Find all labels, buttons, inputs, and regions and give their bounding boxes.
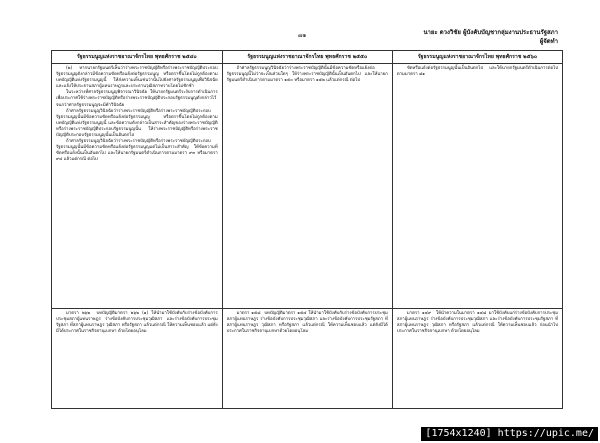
paragraph: ถ้าศาลรัฐธรรมนูญวินิจฉัยว่าร่างพระราชบัญญัตินั้นมีข้อความขัดหรือแย้งต่อรัฐธรรมนูญนี้ไม่ว่าจะเป็นส่วนใดๆ ให้ร่างพระราชบัญญัตินั้นเป็นอันตกไป และให้นายกรัฐมนตรีดำเนินการตามมาตรา ๑๕๐ หรือมาตรา ๑๕๒ แล้วแต่กรณี ต่อไป (226, 66, 388, 84)
paragraph: มาตรา ๑๕๘ บทบัญญัติมาตรา ๑๕๔ ให้นำมาใช้บังคับกับร่างข้อบังคับการประชุมสภาผู้แทนราษฎร ร่างข้อบังคับการประชุมวุฒิสภา และร่างข้อบังคับการประชุมรัฐสภา ที่สภาผู้แทนราษฎร วุฒิสภา หรือรัฐสภา แล้วแต่กรณี ให้ความเห็นชอบแล้ว แต่ยังมิได้ประกาศในราชกิจจานุเบกษาด้วยโดยอนุโลม (226, 311, 388, 335)
table-row (52, 309, 563, 409)
table-cell-2560 (392, 309, 562, 409)
table-cell-2540 (52, 64, 223, 309)
paragraph: ในระหว่างที่ศาลรัฐธรรมนูญพิจารณาวินิจฉัย ให้นายกรัฐมนตรีระงับการดำเนินการเพื่อประกาศใช้ร่างพระราชบัญญัติหรือร่างพระราชบัญญัติประกอบรัฐธรรมนูญดังกล่าวไว้จนกว่าศาลรัฐธรรมนูญจะมีคำวินิจฉัย (56, 90, 218, 108)
comparison-table (51, 50, 563, 409)
column-header-2560: รัฐธรรมนูญแห่งราชอาณาจักรไทย พุทธศักราช ๒๕๖๐ (392, 51, 562, 64)
author-credit (423, 28, 558, 46)
table-cell-2550 (222, 309, 392, 409)
paragraph: มาตรา ๑๔๙ ให้นำความในมาตรา ๑๔๘ มาใช้บังคับแก่ร่างข้อบังคับการประชุมสภาผู้แทนราษฎร ร่างข้อบังคับการประชุมวุฒิสภา และร่างข้อบังคับการประชุมรัฐสภา ที่สภาผู้แทนราษฎร วุฒิสภา หรือรัฐสภา แล้วแต่กรณี ให้ความเห็นชอบแล้ว ก่อนนำไปประกาศในราชกิจจานุเบกษา ด้วยโดยอนุโลม (396, 311, 558, 335)
page-number: ๗๑ (298, 32, 307, 39)
paragraph: (๒) หากนายกรัฐมนตรีเห็นว่าร่างพระราชบัญญัติหรือร่างพระราชบัญญัติประกอบรัฐธรรมนูญดังกล่าวมีข้อความขัดหรือแย้งต่อรัฐธรรมนูญ หรือตราขึ้นโดยไม่ถูกต้องตามบทบัญญัติแห่งรัฐธรรมนูญนี้ ให้ส่งความเห็นเช่นว่านั้นไปยังศาลรัฐธรรมนูญเพื่อวินิจฉัย และแจ้งให้ประธานสภาผู้แทนราษฎรและประธานวุฒิสภาทราบโดยไม่ชักช้า (56, 66, 220, 90)
column-header-2540: รัฐธรรมนูญแห่งราชอาณาจักรไทย พุทธศักราช ๒๕๔๐ (52, 51, 223, 64)
paragraph: ถ้าศาลรัฐธรรมนูญวินิจฉัยว่าร่างพระราชบัญญัติหรือร่างพระราชบัญญัติประกอบรัฐธรรมนูญนั้นมีข้อความขัดหรือแย้งต่อรัฐธรรมนูญแต่ไม่เป็นสาระสำคัญ ให้ข้อความที่ขัดหรือแย้งนั้นเป็นอันตกไป และให้นายกรัฐมนตรีดำเนินการตามมาตรา ๙๓ หรือมาตรา ๙๔ แล้วแต่กรณี ต่อไป (56, 139, 220, 163)
table-cell-2540 (52, 309, 223, 409)
column-header-2550: รัฐธรรมนูญแห่งราชอาณาจักรไทย พุทธศักราช ๒๕๕๐ (222, 51, 392, 64)
table-row (52, 64, 563, 309)
author-role: ผู้จัดทำ (539, 38, 558, 45)
table-header-row (52, 51, 563, 64)
author-name: นายะ ดวงวิชัย ผู้บังคับบัญชากลุ่มงานประธานรัฐสภา (423, 29, 558, 36)
paragraph: มาตรา ๒๖๒ บทบัญญัติมาตรา ๒๖๒ (๑) ให้นำมาใช้บังคับกับร่างข้อบังคับการประชุมสภาผู้แทนราษฎร ร่างข้อบังคับการประชุมวุฒิสภา และร่างข้อบังคับการประชุมรัฐสภา ที่สภาผู้แทนราษฎร วุฒิสภา หรือรัฐสภา แล้วแต่กรณี ให้ความเห็นชอบแล้ว แต่ยังมิได้ประกาศในราชกิจจานุเบกษา ด้วยโดยอนุโลม (56, 311, 218, 335)
image-size-watermark: [1754x1240] https://upic.me/ (421, 427, 598, 441)
paragraph: ขัดหรือแย้งต่อรัฐธรรมนูญนั้นเป็นอันตกไป และให้นายกรัฐมนตรีดำเนินการต่อไปตามมาตรา ๘๑ (396, 66, 558, 78)
table-cell-2560 (392, 64, 562, 309)
table-cell-2550 (222, 64, 392, 309)
paragraph: ถ้าศาลรัฐธรรมนูญวินิจฉัยว่าร่างพระราชบัญญัติหรือร่างพระราชบัญญัติประกอบรัฐธรรมนูญนั้นมีข้อความขัดหรือแย้งต่อรัฐธรรมนูญ หรือตราขึ้นโดยไม่ถูกต้องตามบทบัญญัติแห่งรัฐธรรมนูญนี้ และข้อความดังกล่าวเป็นสาระสำคัญของร่างพระราชบัญญัติหรือร่างพระราชบัญญัติประกอบรัฐธรรมนูญนั้น ให้ร่างพระราชบัญญัติหรือร่างพระราชบัญญัติประกอบรัฐธรรมนูญนั้นเป็นอันตกไป (56, 108, 218, 139)
